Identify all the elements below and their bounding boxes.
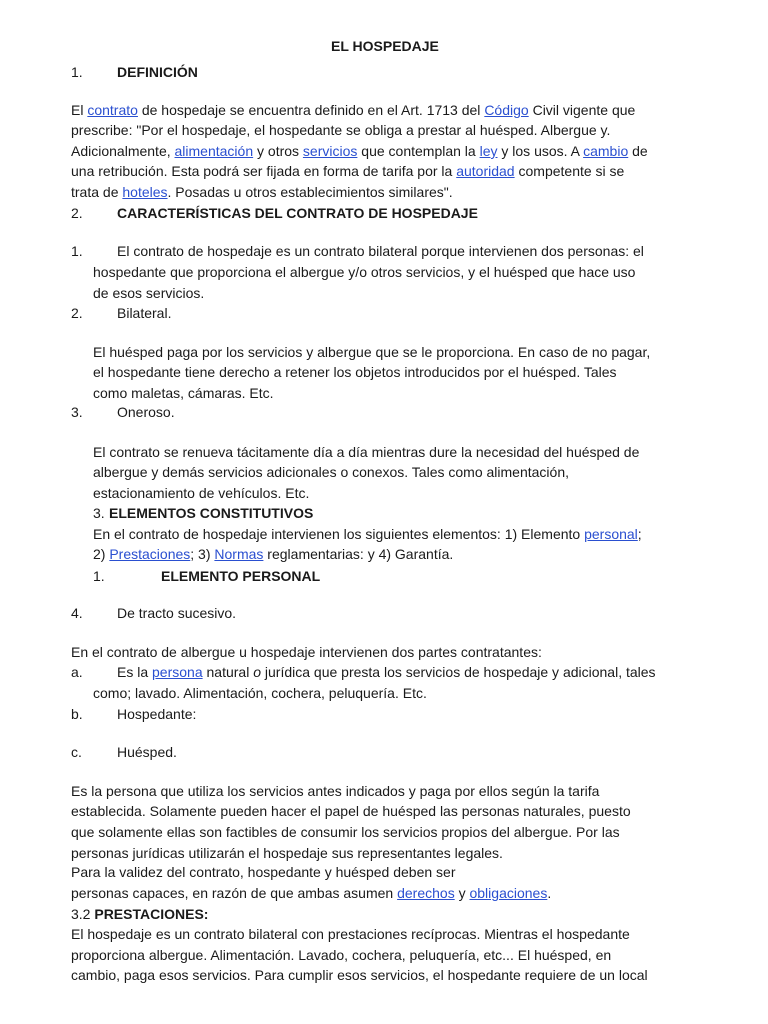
- subsection-heading-elemento-personal: ELEMENTO PERSONAL: [161, 568, 321, 584]
- text: ;: [637, 526, 642, 542]
- text: personas capaces, en razón de que ambas asumen: [71, 885, 398, 901]
- section-heading-caracteristicas: CARACTERÍSTICAS DEL CONTRATO DE HOSPEDAJE: [117, 205, 478, 221]
- text: ; 3): [190, 546, 215, 562]
- paragraph-line: [71, 883, 551, 903]
- section-heading-elementos: ELEMENTOS CONSTITUTIVOS: [109, 505, 314, 521]
- link-persona[interactable]: persona: [152, 664, 203, 680]
- text: Civil vigente que: [528, 102, 636, 118]
- text: . Posadas u otros establecimientos similares".: [167, 184, 453, 200]
- section-number: 1.: [71, 64, 83, 80]
- paragraph-line: El hospedaje es un contrato bilateral con prestaciones recíprocas. Mientras el hospedante: [71, 926, 630, 942]
- paragraph-line: [71, 141, 648, 161]
- list-item-label: Bilateral.: [117, 305, 172, 321]
- document-title: EL HOSPEDAJE: [331, 38, 439, 54]
- text: trata de: [71, 184, 123, 200]
- paragraph-line: personas jurídicas utilizarán el hospedaje sus representantes legales.: [71, 845, 503, 861]
- paragraph-line: El huésped paga por los servicios y albergue que se le proporciona. En caso de no pagar,: [93, 344, 651, 360]
- list-letter: a.: [71, 664, 83, 680]
- paragraph-line: Es la persona que utiliza los servicios antes indicados y paga por ellos según la tarifa: [71, 783, 600, 799]
- text: y otros: [253, 143, 303, 159]
- text: .: [547, 885, 552, 901]
- list-item-text: hospedante que proporciona el albergue y/o otros servicios, y el huésped que hace uso: [93, 264, 636, 280]
- paragraph-line: El contrato se renueva tácitamente día a día mientras dure la necesidad del huésped de: [93, 444, 640, 460]
- link-codigo[interactable]: Código: [484, 102, 529, 118]
- list-number: 2.: [71, 305, 83, 321]
- section-heading-text: PRESTACIONES:: [94, 906, 209, 922]
- list-item-text: [117, 662, 656, 682]
- link-servicios[interactable]: servicios: [302, 143, 358, 159]
- paragraph-line: el hospedante tiene derecho a retener los objetos introducidos por el huésped. Tales: [93, 364, 617, 380]
- section-number: 2.: [71, 205, 83, 221]
- section-heading-prestaciones: [71, 904, 208, 924]
- text: El: [71, 102, 88, 118]
- text: una retribución. Esta podrá ser fijada en forma de tarifa por la: [71, 163, 457, 179]
- link-ley[interactable]: ley: [479, 143, 498, 159]
- paragraph-line: [93, 544, 453, 564]
- list-item-label: Hospedante:: [117, 706, 197, 722]
- link-contrato[interactable]: contrato: [87, 102, 138, 118]
- list-letter: b.: [71, 706, 83, 722]
- text: y: [454, 885, 470, 901]
- link-normas[interactable]: Normas: [214, 546, 264, 562]
- paragraph-line: [71, 161, 624, 181]
- text: jurídica que presta los servicios de hospedaje y adicional, tales: [261, 664, 656, 680]
- link-hoteles[interactable]: hoteles: [122, 184, 168, 200]
- text: que contemplan la: [357, 143, 480, 159]
- list-item-text: El contrato de hospedaje es un contrato bilateral porque intervienen dos personas: el: [117, 243, 644, 259]
- text: o: [253, 664, 261, 680]
- section-heading-definicion: DEFINICIÓN: [117, 64, 198, 80]
- paragraph-line: [71, 100, 635, 120]
- link-cambio[interactable]: cambio: [583, 143, 629, 159]
- text: natural: [202, 664, 254, 680]
- text: En el contrato de hospedaje intervienen los siguientes elementos: 1) Elemento: [93, 526, 585, 542]
- text: competente si se: [514, 163, 625, 179]
- link-derechos[interactable]: derechos: [397, 885, 455, 901]
- link-personal[interactable]: personal: [584, 526, 638, 542]
- link-autoridad[interactable]: autoridad: [456, 163, 515, 179]
- paragraph-line: proporciona albergue. Alimentación. Lavado, cochera, peluquería, etc... El huésped, en: [71, 947, 612, 963]
- section-number: 3.2: [71, 906, 91, 922]
- text: de hospedaje se encuentra definido en el Art. 1713 del: [137, 102, 485, 118]
- paragraph-line: como maletas, cámaras. Etc.: [93, 385, 274, 401]
- paragraph-line: que solamente ellas son factibles de consumir los servicios propios del albergue. Por las: [71, 824, 620, 840]
- list-number: 1.: [71, 243, 83, 259]
- paragraph-line: estacionamiento de vehículos. Etc.: [93, 485, 310, 501]
- list-number: 3.: [71, 404, 83, 420]
- subsection-number: 1.: [93, 568, 105, 584]
- paragraph-line: [93, 524, 642, 544]
- paragraph-line: Para la validez del contrato, hospedante y huésped deben ser: [71, 864, 456, 880]
- list-item-text: como; lavado. Alimentación, cochera, peluquería. Etc.: [93, 685, 427, 701]
- text: Adicionalmente,: [71, 143, 175, 159]
- text: Es la: [117, 664, 153, 680]
- text: reglamentarias: y 4) Garantía.: [263, 546, 454, 562]
- link-prestaciones[interactable]: Prestaciones: [109, 546, 191, 562]
- text: de: [628, 143, 648, 159]
- list-item-label: Huésped.: [117, 744, 177, 760]
- list-letter: c.: [71, 744, 82, 760]
- link-alimentacion[interactable]: alimentación: [174, 143, 254, 159]
- paragraph-line: albergue y demás servicios adicionales o conexos. Tales como alimentación,: [93, 464, 569, 480]
- paragraph-line: prescribe: "Por el hospedaje, el hospedante se obliga a prestar al huésped. Albergue y.: [71, 122, 611, 138]
- list-item-text: de esos servicios.: [93, 285, 205, 301]
- text: y los usos. A: [497, 143, 584, 159]
- list-number: 4.: [71, 605, 83, 621]
- paragraph-line: En el contrato de albergue u hospedaje intervienen dos partes contratantes:: [71, 644, 542, 660]
- paragraph-line: cambio, paga esos servicios. Para cumplir esos servicios, el hospedante requiere de un local: [71, 967, 648, 983]
- section-number: 3.: [93, 505, 105, 521]
- link-obligaciones[interactable]: obligaciones: [469, 885, 548, 901]
- paragraph-line: establecida. Solamente pueden hacer el papel de huésped las personas naturales, puesto: [71, 803, 631, 819]
- list-item-label: De tracto sucesivo.: [117, 605, 237, 621]
- text: 2): [93, 546, 110, 562]
- paragraph-line: [71, 182, 453, 202]
- list-item-label: Oneroso.: [117, 404, 175, 420]
